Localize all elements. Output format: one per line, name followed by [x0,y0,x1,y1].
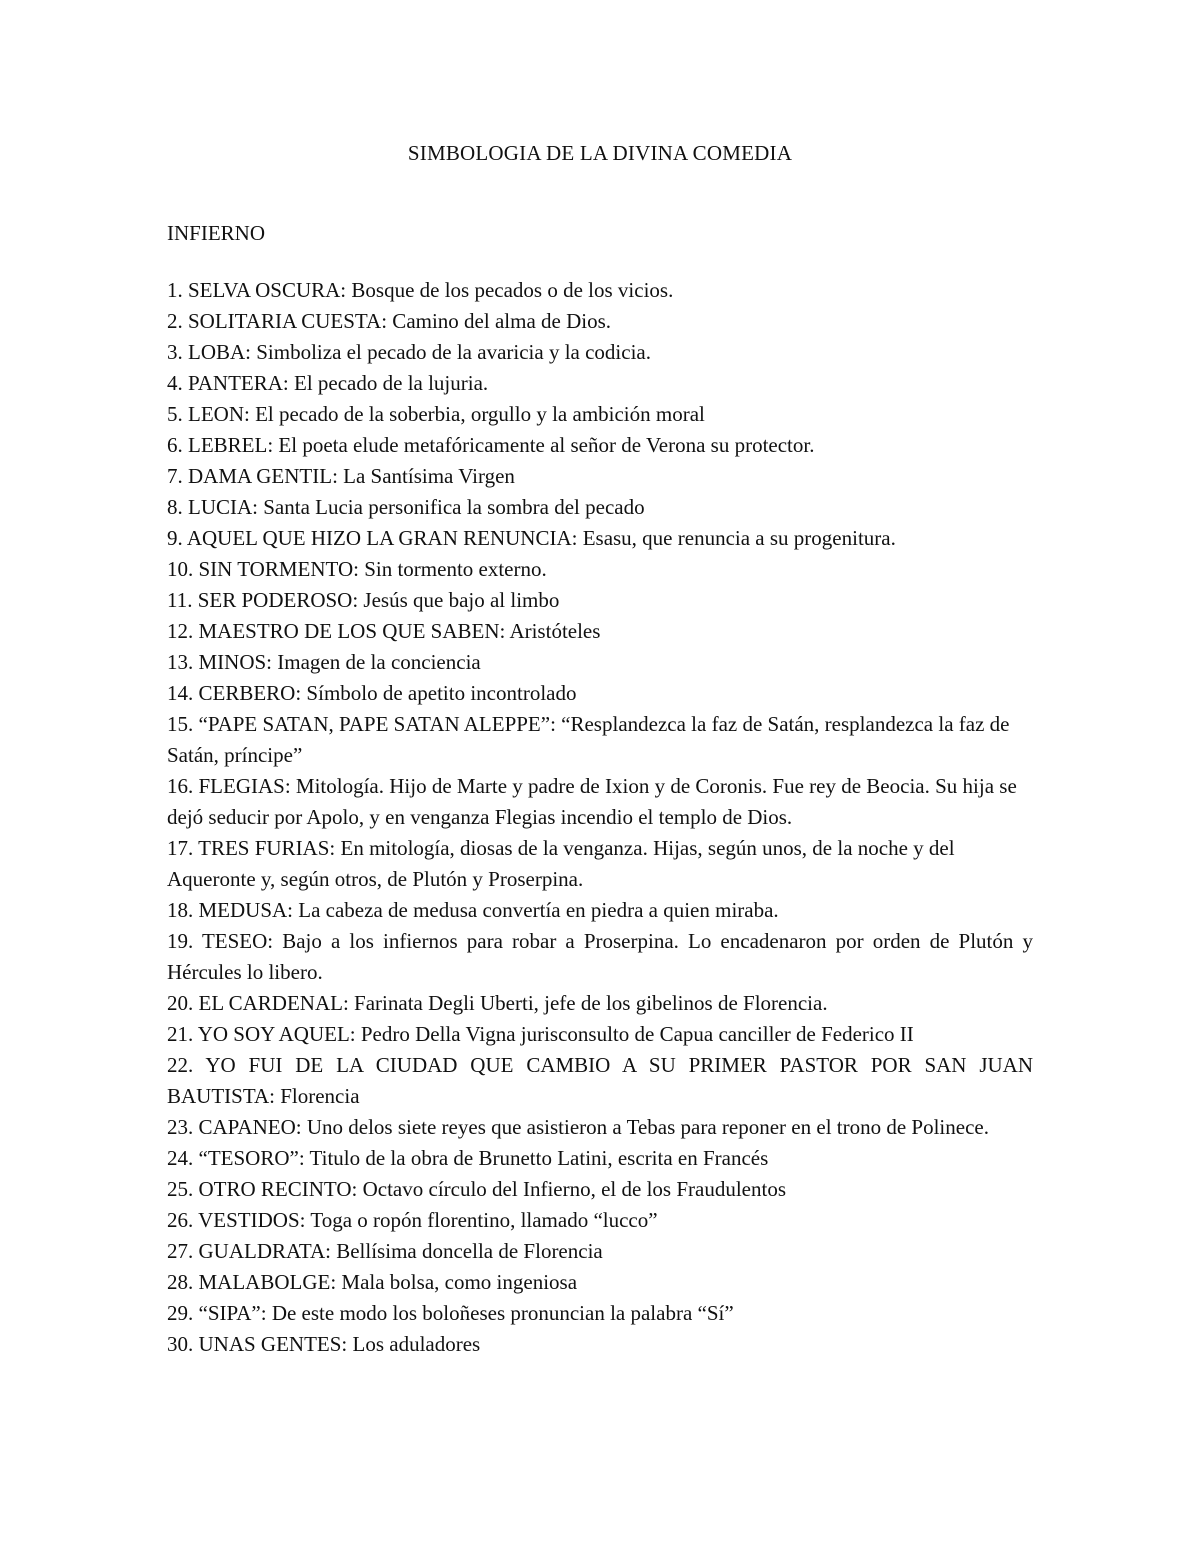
document-page [167,138,1033,1360]
list-item: 8. LUCIA: Santa Lucia personifica la sombra del pecado [167,495,645,519]
list-item: 30. UNAS GENTES: Los aduladores [167,1332,481,1356]
list-item: 16. FLEGIAS: Mitología. Hijo de Marte y padre de Ixion y de Coronis. Fue rey de Beocia. Su hija se dejó seducir por Apolo, y en venganza Flegias incendio el templo de Dios. [167,774,1017,829]
section-title: INFIERNO [167,221,265,245]
list-item: 13. MINOS: Imagen de la conciencia [167,650,481,674]
list-item: 21. YO SOY AQUEL: Pedro Della Vigna jurisconsulto de Capua canciller de Federico II [167,1022,914,1046]
list-item: 7. DAMA GENTIL: La Santísima Virgen [167,464,515,488]
list-item: 22. YO FUI DE LA CIUDAD QUE CAMBIO A SU PRIMER PASTOR POR SAN JUAN BAUTISTA: Florencia [167,1053,1033,1108]
list-item: 12. MAESTRO DE LOS QUE SABEN: Aristóteles [167,619,601,643]
list-item: 1. SELVA OSCURA: Bosque de los pecados o de los vicios. [167,278,674,302]
document-title: SIMBOLOGIA DE LA DIVINA COMEDIA [407,141,793,165]
list-item: 9. AQUEL QUE HIZO LA GRAN RENUNCIA: Esasu, que renuncia a su progenitura. [167,526,896,550]
list-item: 24. “TESORO”: Titulo de la obra de Brunetto Latini, escrita en Francés [167,1146,769,1170]
list-item: 2. SOLITARIA CUESTA: Camino del alma de Dios. [167,309,612,333]
list-item: 19. TESEO: Bajo a los infiernos para robar a Proserpina. Lo encadenaron por orden de Plutón y Hércules lo libero. [167,929,1033,984]
list-item: 10. SIN TORMENTO: Sin tormento externo. [167,557,547,581]
list-item: 5. LEON: El pecado de la soberbia, orgullo y la ambición moral [167,402,705,426]
list-item: 3. LOBA: Simboliza el pecado de la avaricia y la codicia. [167,340,651,364]
list-item: 28. MALABOLGE: Mala bolsa, como ingeniosa [167,1270,578,1294]
list-item: 17. TRES FURIAS: En mitología, diosas de la venganza. Hijas, según unos, de la noche y del Aqueronte y, según otros, de Plutón y Proserpina. [167,836,955,891]
list-item: 26. VESTIDOS: Toga o ropón florentino, llamado “lucco” [167,1208,658,1232]
list-item: 25. OTRO RECINTO: Octavo círculo del Infierno, el de los Fraudulentos [167,1177,786,1201]
list-item: 6. LEBREL: El poeta elude metafóricamente al señor de Verona su protector. [167,433,815,457]
list-item: 23. CAPANEO: Uno delos siete reyes que asistieron a Tebas para reponer en el trono de Polinece. [167,1115,989,1139]
symbol-list [167,275,1033,1360]
list-item: 20. EL CARDENAL: Farinata Degli Uberti, jefe de los gibelinos de Florencia. [167,991,828,1015]
list-item: 27. GUALDRATA: Bellísima doncella de Florencia [167,1239,603,1263]
list-item: 29. “SIPA”: De este modo los boloñeses pronuncian la palabra “Sí” [167,1301,734,1325]
list-item: 14. CERBERO: Símbolo de apetito incontrolado [167,681,577,705]
list-item: 15. “PAPE SATAN, PAPE SATAN ALEPPE”: “Resplandezca la faz de Satán, resplandezca la faz de Satán, príncipe” [167,712,1010,767]
list-item: 4. PANTERA: El pecado de la lujuria. [167,371,489,395]
list-item: 18. MEDUSA: La cabeza de medusa convertía en piedra a quien miraba. [167,898,779,922]
list-item: 11. SER PODEROSO: Jesús que bajo al limbo [167,588,560,612]
